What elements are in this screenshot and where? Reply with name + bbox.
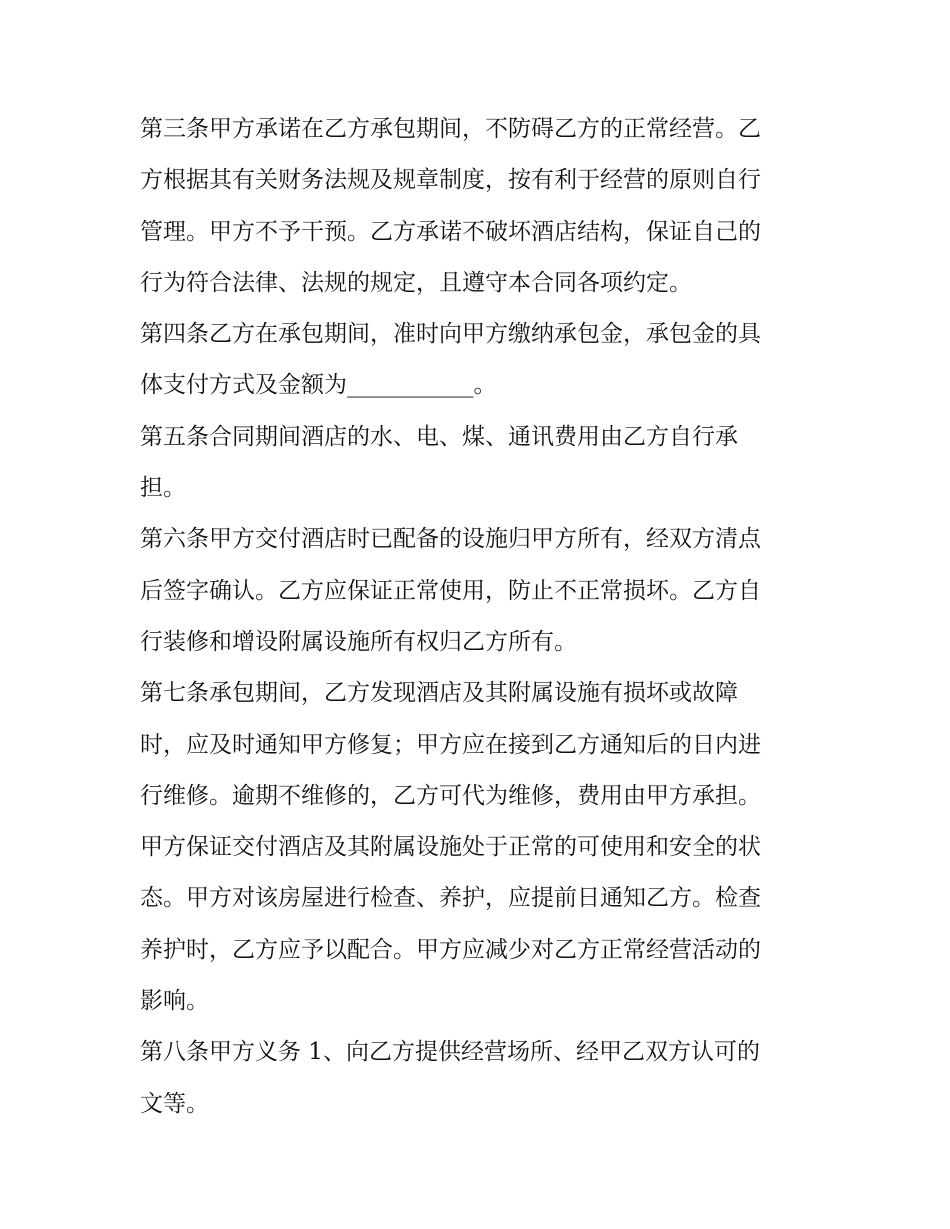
text-line: 担。 xyxy=(140,475,186,502)
text-line: 影响。 xyxy=(140,988,209,1015)
text-line: 第四条乙方在承包期间，准时向甲方缴纳承包金，承包金的具 xyxy=(140,321,761,348)
text-line: 行装修和增设附属设施所有权归乙方所有。 xyxy=(140,628,577,655)
text-line: 养护时，乙方应予以配合。甲方应减少对乙方正常经营活动的 xyxy=(140,936,761,963)
text-line: 第五条合同期间酒店的水、电、煤、通讯费用由乙方自行承 xyxy=(140,423,738,450)
text-line: 时，应及时通知甲方修复；甲方应在接到乙方通知后的日内进 xyxy=(140,731,761,758)
text-line: 方根据其有关财务法规及规章制度，按有利于经营的原则自行 xyxy=(140,167,761,194)
text-line: 第七条承包期间，乙方发现酒店及其附属设施有损坏或故障 xyxy=(140,680,738,707)
text-line: 第三条甲方承诺在乙方承包期间，不防碍乙方的正常经营。乙 xyxy=(140,116,761,142)
text-line: 体支付方式及金额为___________。 xyxy=(140,372,497,399)
text-line: 第六条甲方交付酒店时已配备的设施归甲方所有，经双方清点 xyxy=(140,526,761,553)
text-line: 行为符合法律、法规的规定，且遵守本合同各项约定。 xyxy=(140,269,692,296)
text-line: 管理。甲方不予干预。乙方承诺不破坏酒店结构，保证自己的 xyxy=(140,218,761,245)
text-line: 第八条甲方义务 1、向乙方提供经营场所、经甲乙双方认可的 xyxy=(140,1039,760,1066)
text-line: 甲方保证交付酒店及其附属设施处于正常的可使用和安全的状 xyxy=(140,834,761,861)
text-line: 态。甲方对该房屋进行检查、养护，应提前日通知乙方。检查 xyxy=(140,885,761,912)
text-line: 后签字确认。乙方应保证正常使用，防止不正常损坏。乙方自 xyxy=(140,577,761,604)
document-body xyxy=(140,104,816,1130)
text-line: 文等。 xyxy=(140,1090,209,1117)
text-line: 行维修。逾期不维修的，乙方可代为维修，费用由甲方承担。 xyxy=(140,782,761,809)
